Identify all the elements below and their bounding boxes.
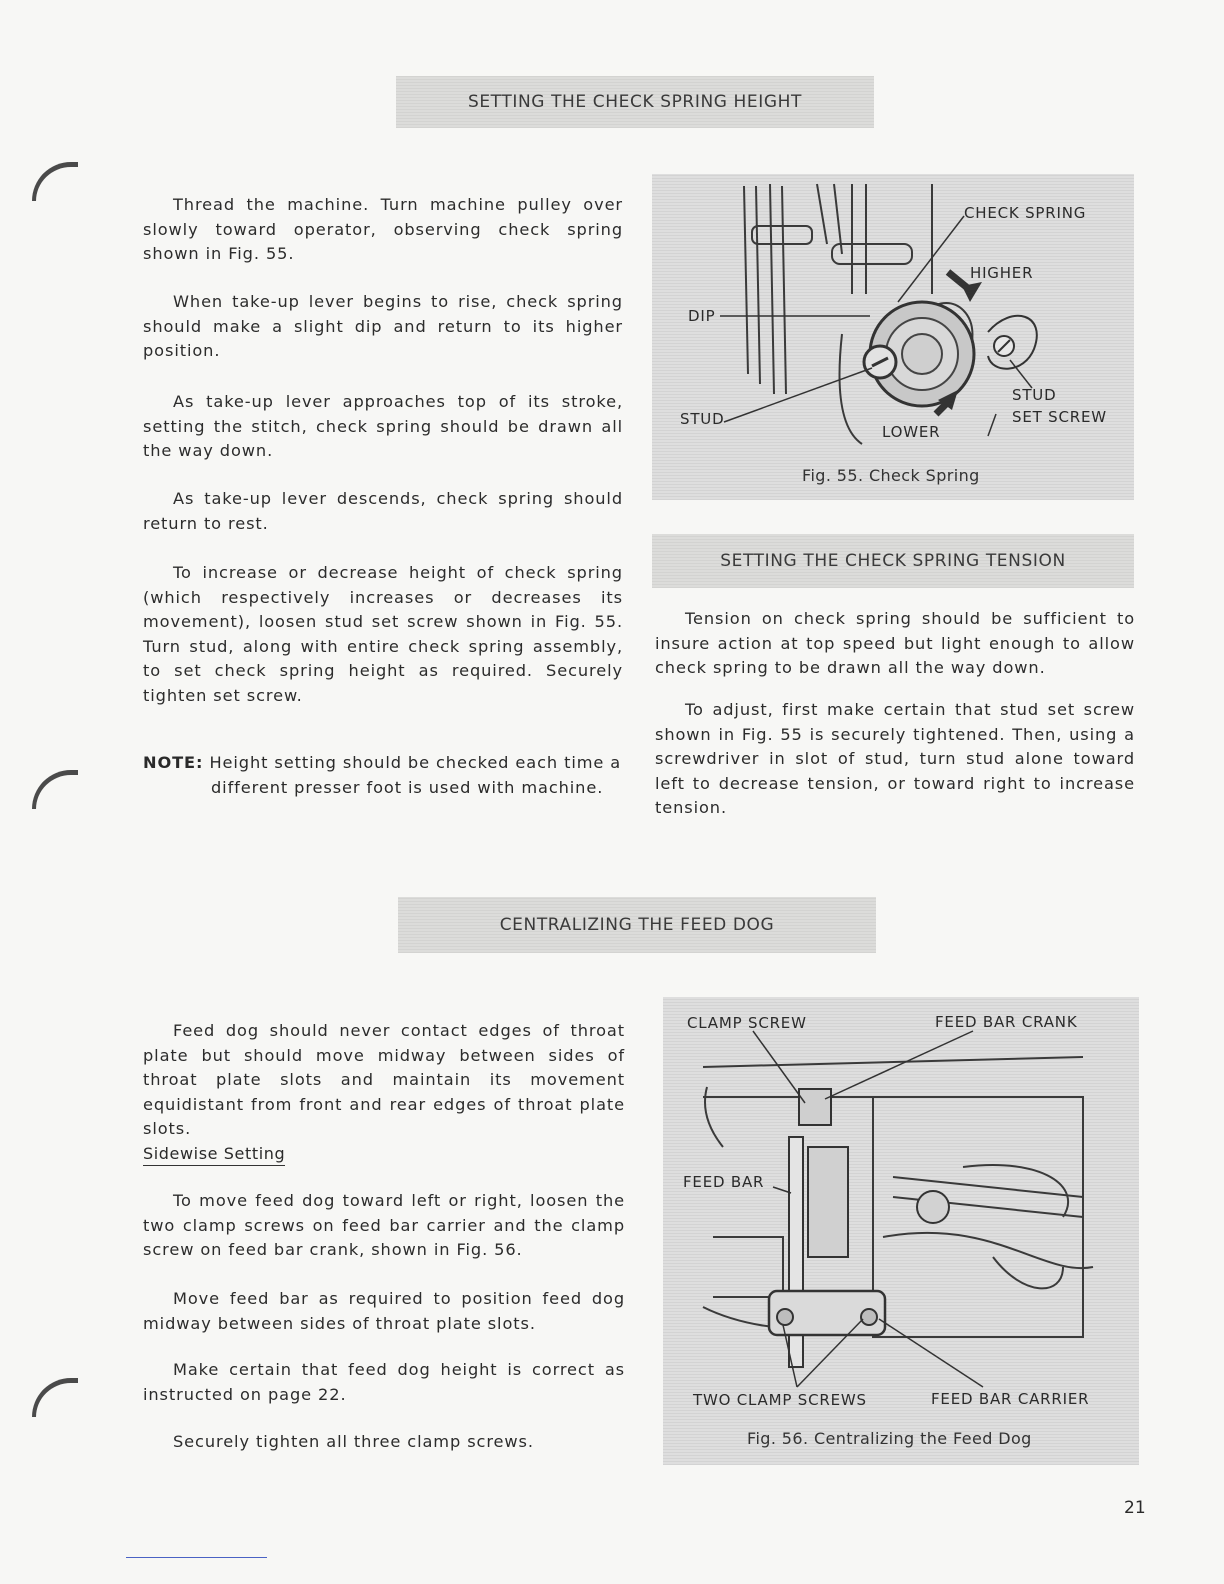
paragraph: As take-up lever descends, check spring should return to rest. [143, 489, 623, 533]
paragraph: When take-up lever begins to rise, check spring should make a slight dip and return to its higher position. [143, 292, 623, 361]
paragraph: Thread the machine. Turn machine pulley over slowly toward operator, observing check spring shown in Fig. 55. [143, 195, 623, 264]
note: NOTE: Height setting should be checked each time a different presser foot is used with machine. [143, 753, 622, 797]
binder-hole-3 [32, 1378, 78, 1417]
subheading-sidewise-setting: Sidewise Setting [143, 1144, 285, 1166]
section-title-text: CENTRALIZING THE FEED DOG [499, 915, 775, 935]
page-number: 21 [1124, 1498, 1146, 1518]
label-feed-bar-carrier: FEED BAR CARRIER [931, 1390, 1090, 1408]
figure-55 [652, 174, 1134, 500]
paragraph: To increase or decrease height of check spring (which respectively increases or decreases its movement), loosen stud set screw shown in Fig. 55. Turn stud, along with entire check spring assembly, to set check spring height as required. Securely tighten set screw. [143, 563, 623, 705]
paragraph: Move feed bar as required to position feed dog midway between sides of throat plate slots. [143, 1289, 625, 1333]
figure-caption: Fig. 55. Check Spring [802, 466, 980, 485]
note-label: NOTE: [143, 753, 204, 772]
figure-caption: Fig. 56. Centralizing the Feed Dog [747, 1429, 1032, 1448]
label-stud: STUD [680, 410, 725, 428]
section-title-check-spring-height [396, 76, 874, 128]
footer-rule [126, 1557, 267, 1558]
paragraph: Feed dog should never contact edges of throat plate but should move midway between sides of throat plate slots and maintain its movement equidistant from front and rear edges of throat plate slots. [143, 1021, 625, 1139]
label-set-screw: SET SCREW [1012, 408, 1107, 426]
label-feed-bar: FEED BAR [683, 1173, 765, 1191]
paragraph: Tension on check spring should be sufficient to insure action at top speed but light enough to allow check spring to be drawn all the way down. [655, 609, 1135, 678]
check-spring-illustration [652, 174, 1134, 500]
paragraph: To move feed dog toward left or right, loosen the two clamp screws on feed bar carrier and the clamp screw on feed bar crank, shown in Fig. 56. [143, 1191, 625, 1260]
label-two-clamp-screws: TWO CLAMP SCREWS [693, 1391, 867, 1409]
paragraph: Make certain that feed dog height is correct as instructed on page 22. [143, 1360, 625, 1404]
figure-56 [663, 997, 1139, 1465]
section-title-text: SETTING THE CHECK SPRING HEIGHT [467, 92, 803, 112]
label-higher: HIGHER [970, 264, 1034, 282]
binder-hole-2 [32, 770, 78, 809]
label-check-spring: CHECK SPRING [964, 204, 1087, 222]
label-feed-bar-crank: FEED BAR CRANK [935, 1013, 1078, 1031]
paragraph: To adjust, first make certain that stud set screw shown in Fig. 55 is securely tightened. Then, using a screwdriver in slot of stud, turn stud alone toward left to decrease tension, or toward right to increase tension. [655, 700, 1135, 818]
label-clamp-screw: CLAMP SCREW [687, 1014, 807, 1032]
binder-hole-1 [32, 162, 78, 201]
section-title-centralizing-feed-dog [398, 897, 876, 953]
paragraph: As take-up lever approaches top of its stroke, setting the stitch, check spring should be drawn all the way down. [143, 392, 623, 461]
label-lower: LOWER [882, 423, 941, 441]
section-title-text: SETTING THE CHECK SPRING TENSION [720, 551, 1066, 571]
label-dip: DIP [688, 307, 716, 325]
paragraph: Securely tighten all three clamp screws. [173, 1432, 534, 1451]
section-title-check-spring-tension [652, 534, 1134, 588]
label-stud-set: STUD [1012, 386, 1057, 404]
